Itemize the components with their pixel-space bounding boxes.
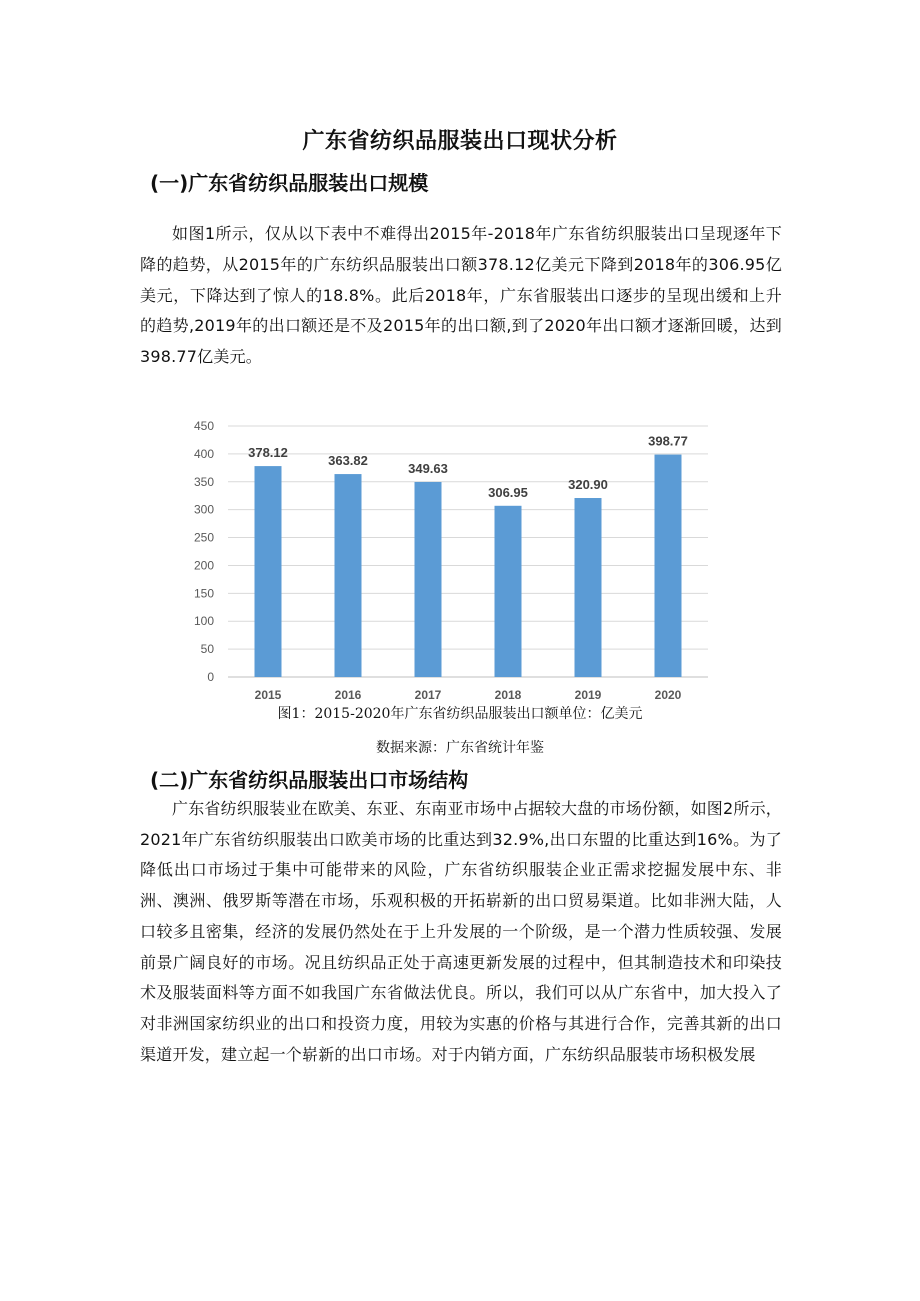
y-tick-label: 400 [193, 446, 214, 461]
y-tick-label: 150 [193, 586, 214, 601]
data-label-2016: 363.82 [328, 453, 368, 469]
bar-2017 [415, 482, 442, 677]
bar-2020 [655, 455, 682, 677]
y-tick-label: 0 [207, 670, 214, 684]
export-bar-chart [178, 412, 718, 712]
figure-caption: 图1：2015-2020年广东省纺织品服装出口额单位：亿美元 [277, 706, 643, 722]
bar-2016 [335, 474, 362, 677]
y-tick-label: 50 [200, 642, 214, 657]
x-tick-label-2016: 2016 [334, 688, 362, 702]
bar-2018 [495, 506, 522, 677]
x-tick-label-2019: 2019 [574, 688, 602, 702]
section-heading-market-structure: (二)广东省纺织品服装出口市场结构 [150, 768, 469, 792]
x-tick-label-2018: 2018 [494, 688, 522, 702]
section-heading-export-scale: (一)广东省纺织品服装出口规模 [150, 171, 429, 195]
y-tick-label: 300 [193, 502, 214, 517]
x-tick-label-2015: 2015 [254, 688, 282, 702]
data-source-note: 数据来源：广东省统计年鉴 [376, 740, 544, 756]
x-tick-label-2020: 2020 [654, 688, 682, 702]
paragraph-export-scale: 如图1所示，仅从以下表中不难得出2015年-2018年广东省纺织服装出口呈现逐年下降的趋势，从2015年的广东纺织品服装出口额378.12亿美元下降到2018年的306.95亿美元，下降达到了惊人的18.8%。此后2018年，广东省服装出口逐步的呈现出缓和上升的趋势,2019年的出口额还是不及2015年的出口额,到了2020年出口额才逐渐回暖，达到398.77亿美元。 [140, 224, 782, 367]
page-title: 广东省纺织品服装出口现状分析 [302, 129, 618, 154]
data-label-2020: 398.77 [648, 433, 688, 449]
y-tick-label: 200 [193, 558, 214, 573]
y-tick-label: 100 [193, 614, 214, 629]
y-tick-label: 250 [193, 530, 214, 545]
x-tick-label-2017: 2017 [414, 688, 442, 702]
data-label-2019: 320.90 [568, 477, 608, 493]
paragraph-market-structure: 广东省纺织服装业在欧美、东亚、东南亚市场中占据较大盘的市场份额，如图2所示，2021年广东省纺织服装出口欧美市场的比重达到32.9%,出口东盟的比重达到16%。为了降低出口市场过于集中可能带来的风险，广东省纺织服装企业正需求挖掘发展中东、非洲、澳洲、俄罗斯等潜在市场，乐观积极的开拓崭新的出口贸易渠道。比如非洲大陆，人口较多且密集，经济的发展仍然处在于上升发展的一个阶级，是一个潜力性质较强、发展前景广阔良好的市场。况且纺织品正处于高速更新发展的过程中，但其制造技术和印染技术及服装面料等方面不如我国广东省做法优良。所以，我们可以从广东省中，加大投入了对非洲国家纺织业的出口和投资力度，用较为实惠的价格与其进行合作，完善其新的出口渠道开发，建立起一个崭新的出口市场。对于内销方面，广东纺织品服装市场积极发展 [140, 799, 782, 1064]
data-label-2015: 378.12 [248, 445, 288, 461]
y-tick-label: 350 [193, 474, 214, 489]
data-label-2018: 306.95 [488, 484, 528, 500]
bar-2019 [575, 498, 602, 677]
data-label-2017: 349.63 [408, 460, 448, 476]
y-tick-label: 450 [193, 419, 214, 433]
bar-2015 [255, 466, 282, 677]
